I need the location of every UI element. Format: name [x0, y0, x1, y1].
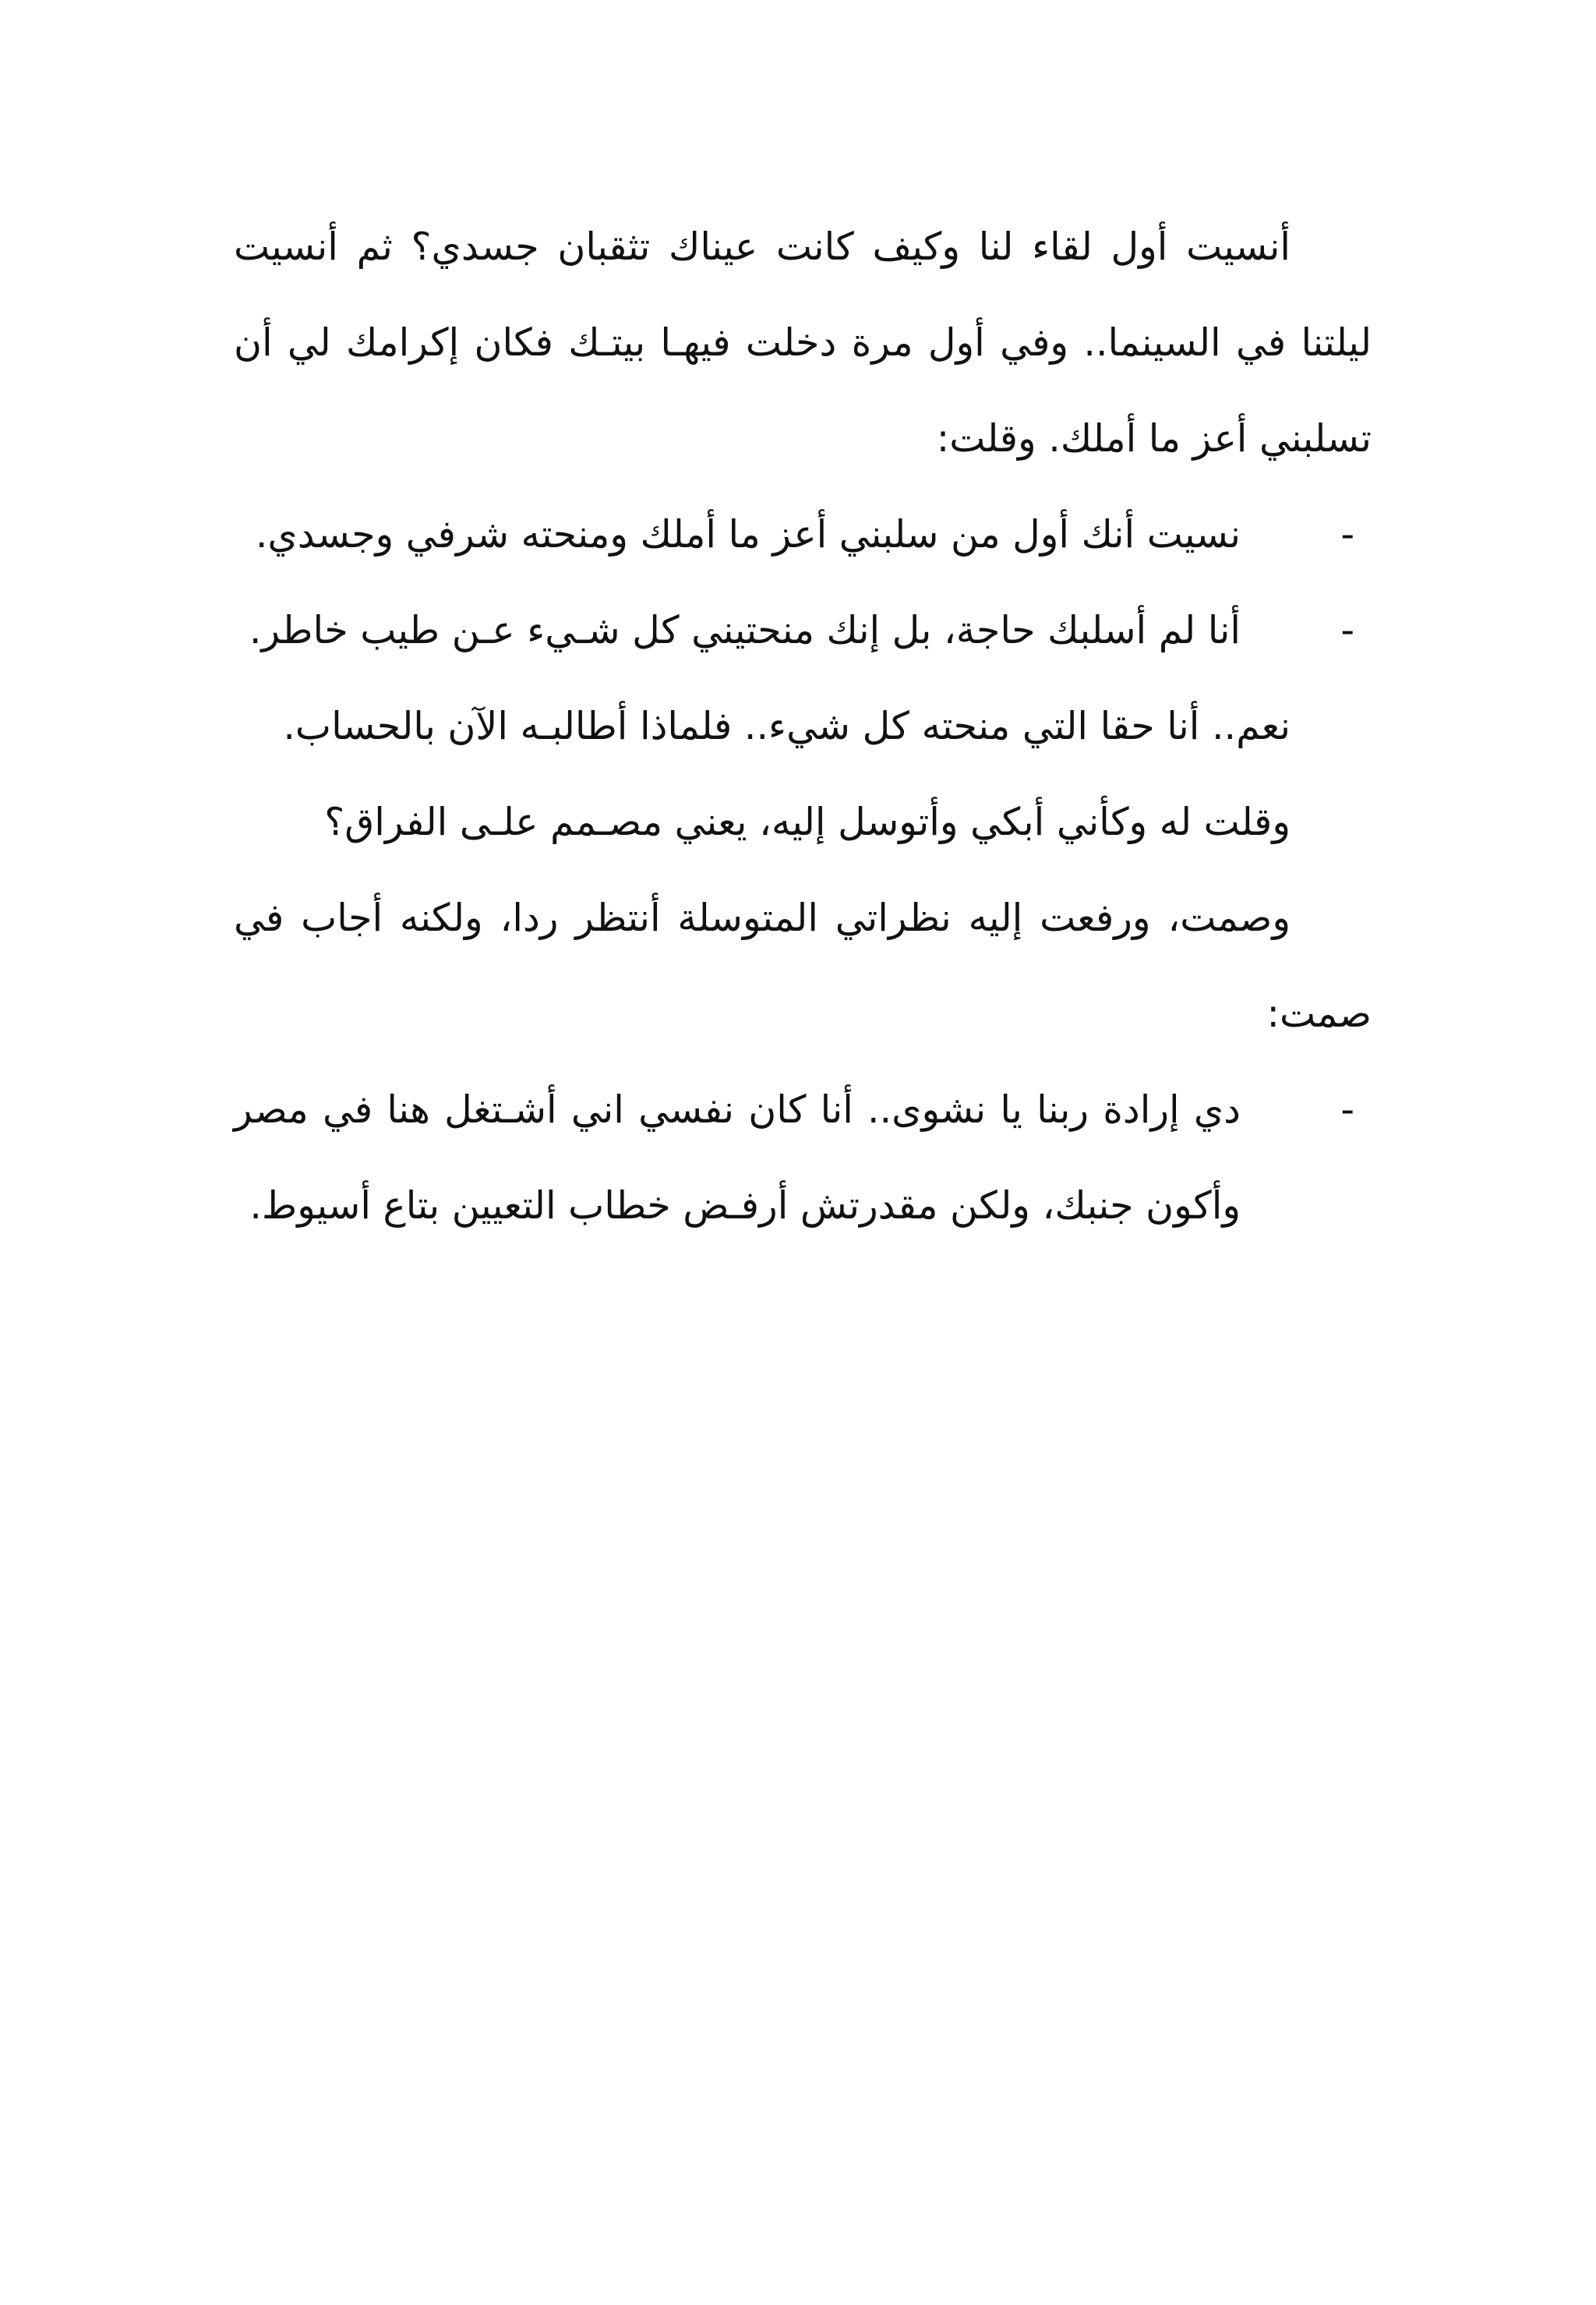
- dialogue-dash: -: [1340, 1087, 1354, 1132]
- document-body: [234, 199, 1372, 1253]
- dialogue-line-2: [234, 582, 1372, 678]
- dialogue-line-1: [234, 486, 1372, 582]
- dialogue-text: أنا لم أسلبك حاجة، بل إنك منحتيني كل شـيء عـن طيب خاطر.: [249, 608, 1241, 652]
- dialogue-dash: -: [1340, 608, 1354, 652]
- dialogue-dash: -: [1340, 512, 1354, 557]
- dialogue-text: نسيت أنك أول من سلبني أعز ما أملك ومنحته شرفي وجسدي.: [255, 512, 1241, 557]
- dialogue-text: دي إرادة ربنا يا نشوى.. أنا كان نفسي اني أشـتغل هنا في مصر وأكون جنبك، ولكن مقدرتش أرفـض خطاب التعيين بتاع أسيوط.: [234, 1087, 1241, 1228]
- paragraph-1: أنسيت أول لقاء لنا وكيف كانت عيناك تثقبان جسدي؟ ثم أنسيت ليلتنا في السينما.. وفي أول مرة دخلت فيهـا بيتـك فكان إكرامك لي أن تسلبني أعز ما أملك. وقلت:: [234, 224, 1372, 461]
- paragraph-2: نعم.. أنا حقا التي منحته كل شيء.. فلماذا أطالبـه الآن بالحساب.: [283, 704, 1291, 748]
- dialogue-line-3: [234, 1062, 1372, 1253]
- paragraph-4: وصمت، ورفعت إليه نظراتي المتوسلة أنتظر ردا، ولكنه أجاب في صمت:: [234, 896, 1372, 1036]
- paragraph-3: وقلت له وكأني أبكي وأتوسل إليه، يعني مصـمم علـى الفراق؟: [324, 800, 1291, 844]
